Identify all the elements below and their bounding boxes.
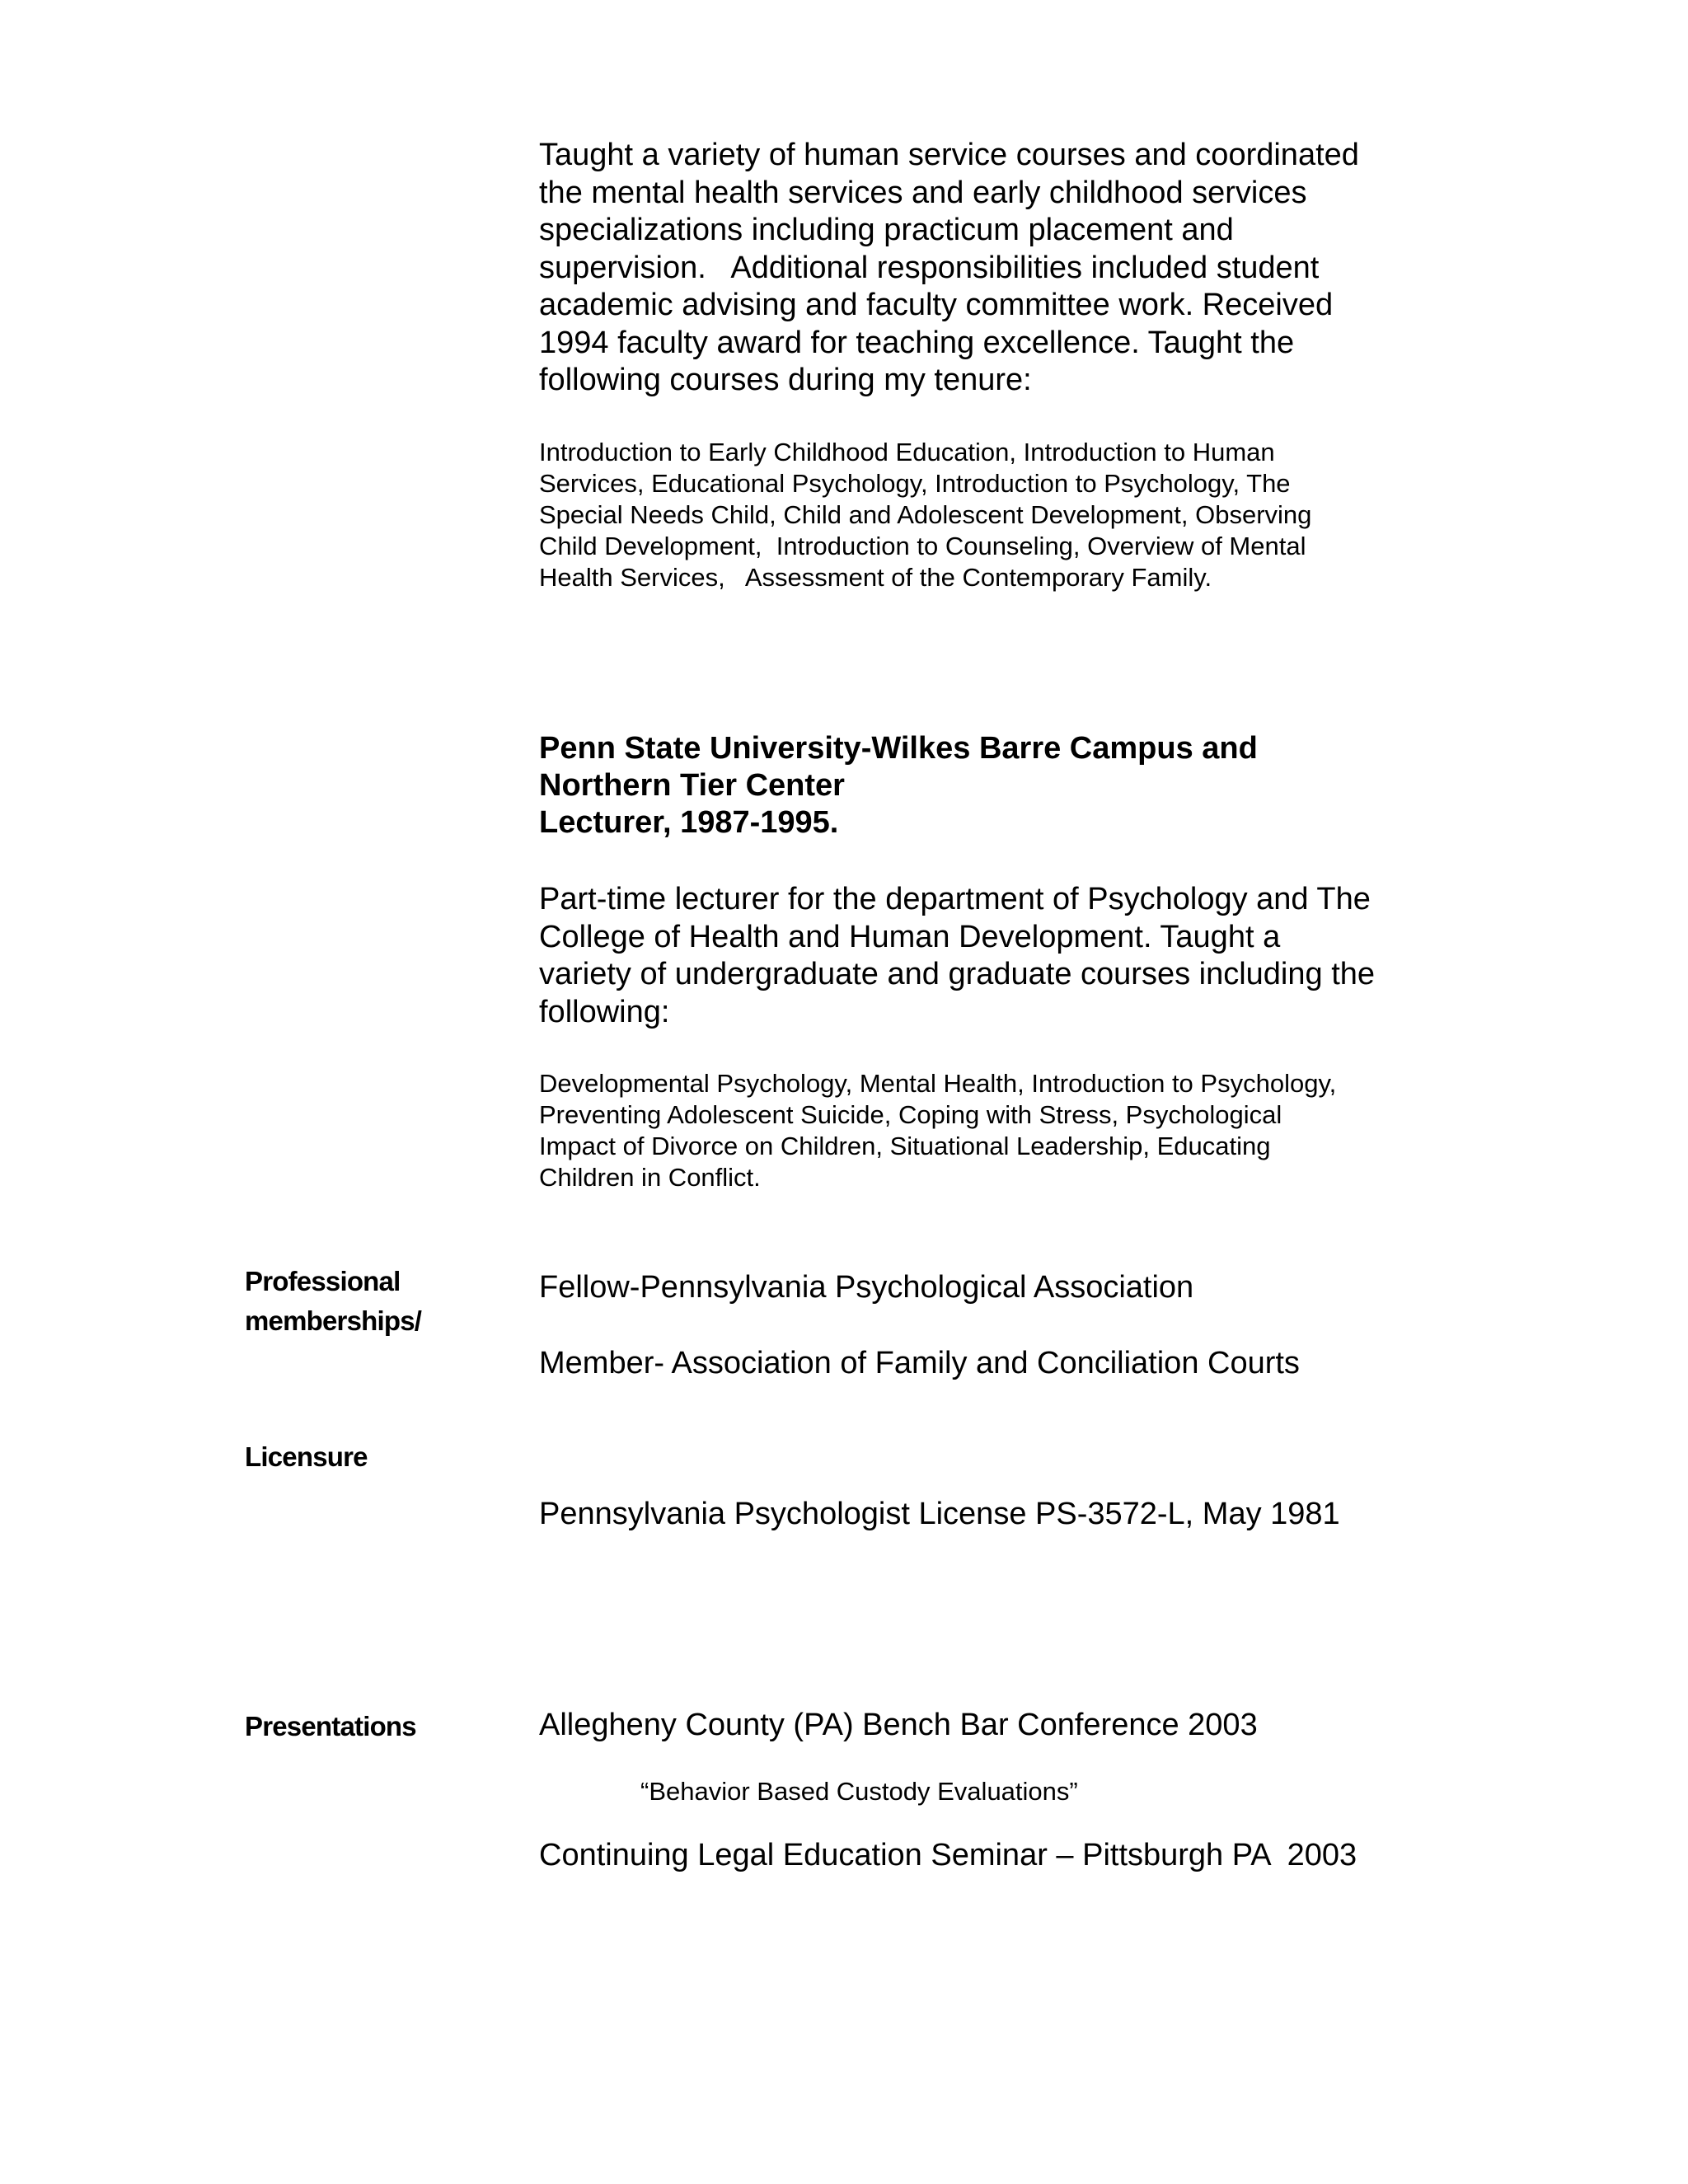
courses-list-line: Health Services, Assessment of the Contemporary Family.	[539, 563, 1212, 592]
presentation-subtitle-text: “Behavior Based Custody Evaluations”	[640, 1777, 1078, 1806]
licensure-item	[539, 1496, 1487, 1534]
teaching-summary-paragraph	[539, 137, 1487, 400]
courses-list-line: Impact of Divorce on Children, Situational Leadership, Educating	[539, 1132, 1271, 1160]
presentations-label	[245, 1707, 509, 1746]
presentation-title-text: Continuing Legal Education Seminar – Pittsburgh PA 2003	[539, 1838, 1357, 1872]
membership-item	[539, 1269, 1487, 1307]
teaching-summary-line: following courses during my tenure:	[539, 363, 1032, 397]
penn-state-description-line: following:	[539, 994, 670, 1029]
courses-list-2	[539, 1068, 1487, 1193]
teaching-summary-line: the mental health services and early childhood services	[539, 175, 1307, 210]
membership-item-text: Member- Association of Family and Conciliation Courts	[539, 1346, 1300, 1380]
penn-state-heading-line: Penn State University-Wilkes Barre Campus and	[539, 731, 1258, 766]
penn-state-description-line: variety of undergraduate and graduate courses including the	[539, 957, 1376, 991]
courses-list-line: Special Needs Child, Child and Adolescent Development, Observing	[539, 500, 1312, 529]
licensure-label-text: Licensure	[245, 1441, 368, 1472]
membership-item-text: Fellow-Pennsylvania Psychological Association	[539, 1270, 1194, 1305]
courses-list-line: Child Development, Introduction to Counseling, Overview of Mental	[539, 532, 1306, 560]
teaching-summary-line: 1994 faculty award for teaching excellence. Taught the	[539, 325, 1295, 360]
penn-state-description-line: Part-time lecturer for the department of Psychology and The	[539, 882, 1371, 916]
penn-state-description-line: College of Health and Human Development. Taught a	[539, 919, 1281, 954]
penn-state-heading-line: Northern Tier Center	[539, 768, 845, 803]
membership-item	[539, 1345, 1487, 1383]
penn-state-heading	[539, 730, 1487, 841]
courses-list-line: Introduction to Early Childhood Education, Introduction to Human	[539, 438, 1275, 466]
teaching-summary-line: supervision. Additional responsibilities included student	[539, 250, 1320, 285]
presentation-title-text: Allegheny County (PA) Bench Bar Conference 2003	[539, 1708, 1258, 1742]
licensure-label	[245, 1437, 509, 1477]
memberships-label-line: memberships/	[245, 1305, 422, 1336]
presentation-title	[539, 1837, 1487, 1875]
teaching-summary-line: Taught a variety of human service courses and coordinated	[539, 138, 1359, 172]
teaching-summary-line: specializations including practicum placement and	[539, 213, 1234, 247]
presentation-subtitle	[640, 1776, 1465, 1807]
courses-list-line: Developmental Psychology, Mental Health, Introduction to Psychology,	[539, 1069, 1337, 1098]
penn-state-description	[539, 881, 1487, 1031]
courses-list-1	[539, 437, 1487, 593]
memberships-label-line: Professional	[245, 1266, 401, 1296]
memberships-label	[245, 1262, 509, 1341]
courses-list-line: Preventing Adolescent Suicide, Coping with Stress, Psychological	[539, 1100, 1282, 1129]
penn-state-heading-line: Lecturer, 1987-1995.	[539, 805, 839, 840]
teaching-summary-line: academic advising and faculty committee work. Received	[539, 288, 1334, 322]
presentation-title	[539, 1707, 1487, 1745]
licensure-item-text: Pennsylvania Psychologist License PS-3572-L, May 1981	[539, 1497, 1340, 1531]
courses-list-line: Children in Conflict.	[539, 1163, 761, 1192]
presentations-label-text: Presentations	[245, 1711, 416, 1741]
courses-list-line: Services, Educational Psychology, Introduction to Psychology, The	[539, 469, 1291, 498]
